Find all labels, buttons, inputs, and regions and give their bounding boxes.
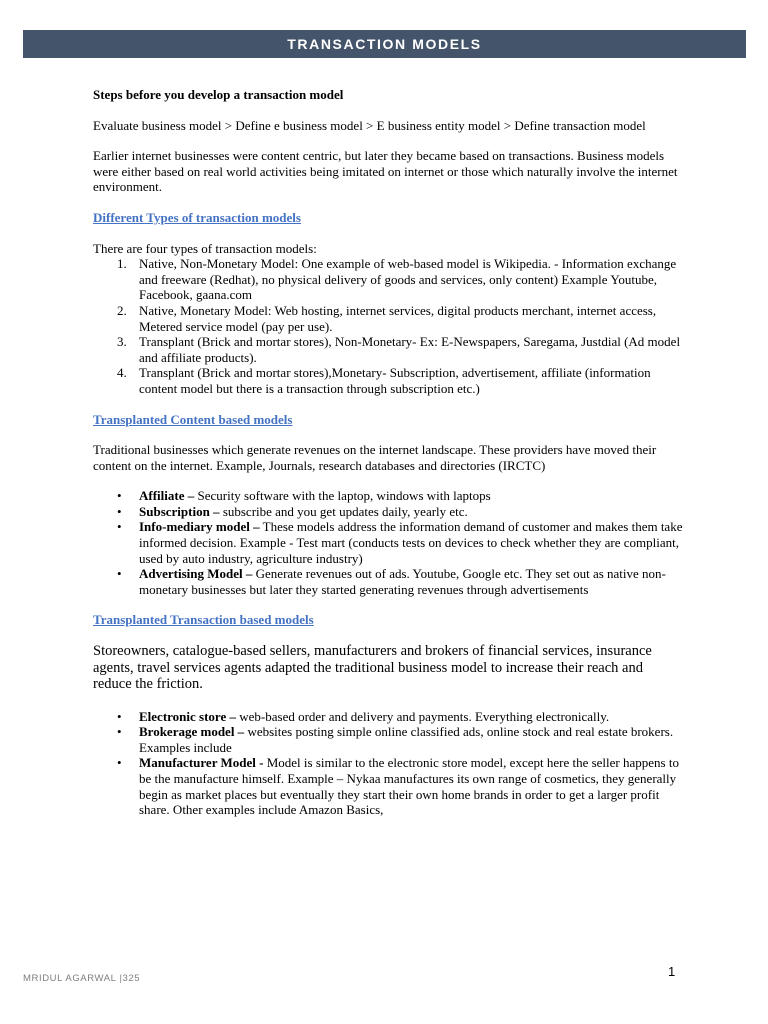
steps-text: Evaluate business model > Define e business model > E business entity model > Define transaction model [93, 117, 646, 133]
list-item-text: These models address the information demand of customer and makes them take informed decision. Example - Test mart (conducts tests on devices to check whether they are compliant, used by auto industry, agriculture industry) [139, 519, 683, 566]
list-item-text: Transplant (Brick and mortar stores), Non-Monetary- Ex: E-Newspapers, Saregama, Justdial (Ad model and affiliate products). [139, 334, 681, 365]
list-number: 2. [117, 302, 127, 318]
list-item-text: websites posting simple online classified ads, online stock and real estate brokers. Examples include [139, 724, 674, 755]
list-item-text: subscribe and you get updates daily, yearly etc. [219, 503, 468, 519]
bullet-icon: • [117, 503, 122, 519]
list-item [93, 334, 683, 365]
list-item-term: Manufacturer Model - [139, 755, 264, 771]
list-item-text: Generate revenues out of ads. Youtube, Google etc. They set out as native non-monetary businesses but later they started generating revenues through advertisements [139, 566, 666, 597]
list-item [93, 755, 683, 817]
list-item [93, 724, 683, 755]
list-item-term: Affiliate – [139, 488, 195, 504]
list-number: 3. [117, 334, 127, 350]
content-models-list [93, 488, 683, 597]
content-models-paragraph: Traditional businesses which generate revenues on the internet landscape. These providers have moved their content on the internet. Example, Journals, research databases and directories (IRCTC) [93, 442, 657, 473]
types-heading: Different Types of transaction models [93, 209, 301, 225]
list-item [93, 709, 683, 725]
bullet-icon: • [117, 724, 122, 740]
list-item-text: Security software with the laptop, windows with laptops [194, 488, 491, 504]
list-item [93, 519, 683, 566]
list-item [93, 566, 683, 597]
page-title: TRANSACTION MODELS [287, 36, 482, 52]
list-item-term: Electronic store – [139, 708, 236, 724]
list-item-term: Brokerage model – [139, 724, 245, 740]
list-item [93, 488, 683, 504]
footer-author: MRIDUL AGARWAL |325 [23, 973, 141, 984]
list-item [93, 256, 683, 303]
list-item-text: Transplant (Brick and mortar stores),Monetary- Subscription, advertisement, affiliate (information content model but there is a transaction through subscription etc.) [139, 365, 651, 396]
list-item [93, 504, 683, 520]
list-item [93, 365, 683, 396]
steps-heading: Steps before you develop a transaction model [93, 87, 344, 102]
intro-paragraph: Earlier internet businesses were content centric, but later they became based on transactions. Business models were either based on real world activities being imitated on internet or those which naturally involve the internet environment. [93, 148, 678, 195]
list-item-text: web-based order and delivery and payments. Everything electronically. [236, 708, 610, 724]
bullet-icon: • [117, 488, 122, 504]
types-lead: There are four types of transaction models: [93, 240, 317, 256]
transaction-models-paragraph: Storeowners, catalogue-based sellers, manufacturers and brokers of financial services, insurance agents, travel services agents adapted the traditional business model to increase their reach and reduce the friction. [93, 643, 652, 693]
list-item-term: Info-mediary model – [139, 519, 260, 535]
content-models-heading: Transplanted Content based models [93, 411, 293, 427]
list-number: 4. [117, 365, 127, 381]
bullet-icon: • [117, 708, 122, 724]
list-item-text: Model is similar to the electronic store model, except here the seller happens to be the manufacture himself. Example – Nykaa manufactures its own range of cosmetics, they generally begin as market places but eventually they start their own home brands in order to get a larger profit share. Other examples include Amazon Basics, [139, 755, 679, 818]
list-item-term: Subscription – [139, 503, 220, 519]
page-number: 1 [668, 964, 676, 979]
list-item [93, 303, 683, 334]
document-body [93, 87, 683, 818]
list-item-text: Native, Monetary Model: Web hosting, internet services, digital products merchant, internet access, Metered service model (pay per use). [139, 302, 657, 334]
header-banner [23, 30, 746, 58]
transaction-models-heading: Transplanted Transaction based models [93, 612, 314, 628]
list-number: 1. [117, 256, 127, 272]
bullet-icon: • [117, 755, 122, 771]
types-list [93, 256, 683, 396]
bullet-icon: • [117, 519, 122, 535]
list-item-term: Advertising Model – [139, 566, 253, 582]
list-item-text: Native, Non-Monetary Model: One example of web-based model is Wikipedia. - Information exchange and freeware (Redhat), no physical delivery of goods and services, only content) Example Youtube, Facebook, gaana.com [139, 256, 677, 303]
transaction-models-list [93, 709, 683, 818]
bullet-icon: • [117, 566, 122, 582]
